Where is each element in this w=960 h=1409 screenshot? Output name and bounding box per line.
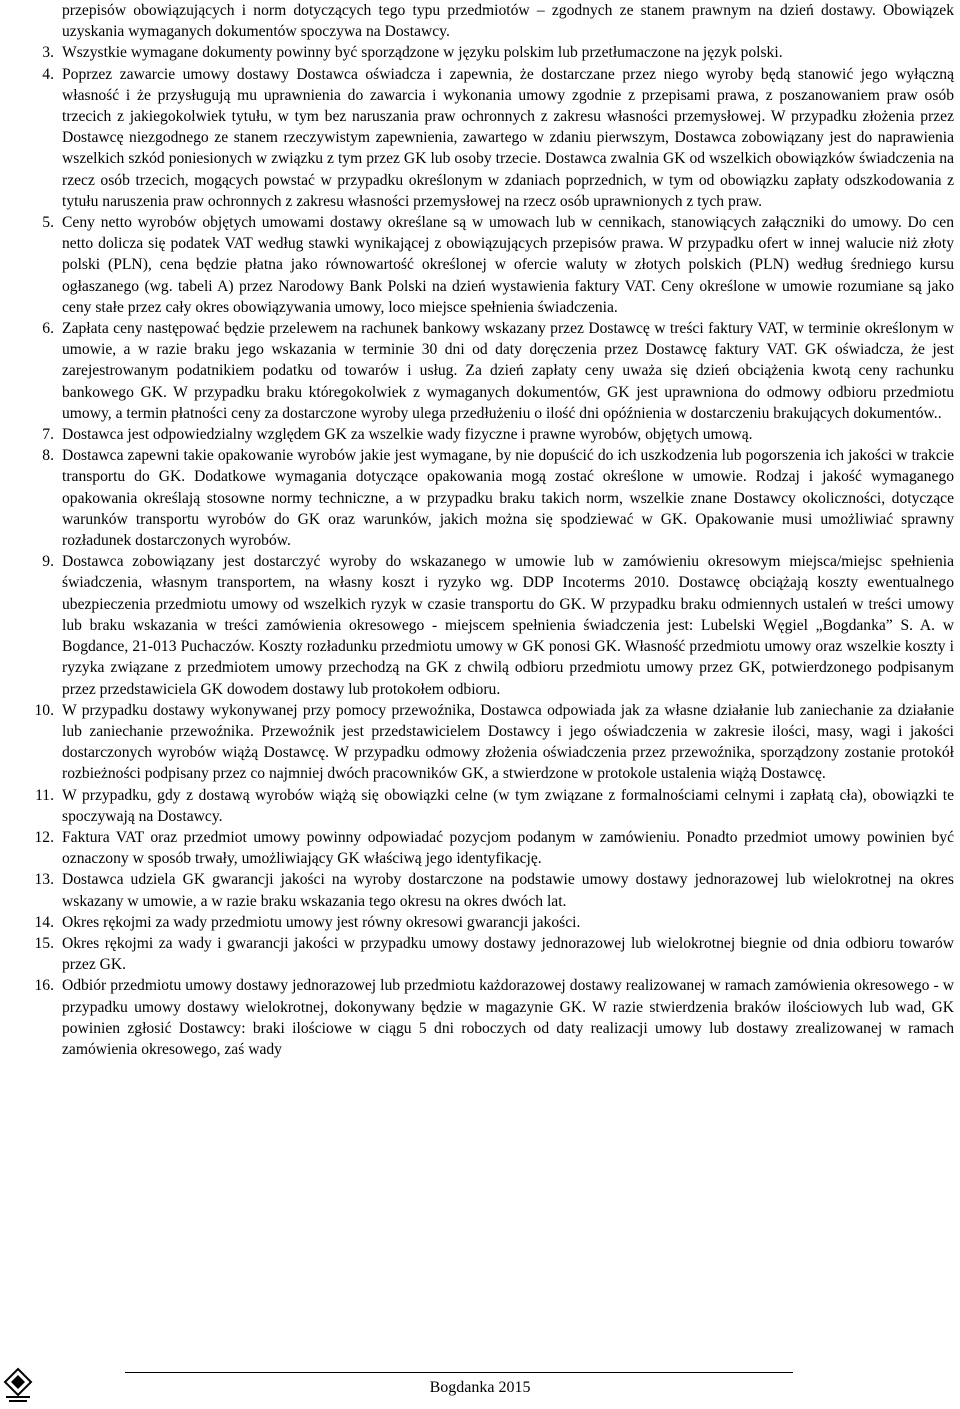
item-text: Wszystkie wymagane dokumenty powinny być sporządzone w języku polskim lub przetłumaczone na język polski. bbox=[62, 44, 783, 62]
item-text: Ceny netto wyrobów objętych umowami dostawy określane są w umowach lub w cennikach, stanowiących załączniki do umowy. Do cen netto dolicza się podatek VAT według stawki wynikającej z obowiązujących przepisów prawa. W przypadku ofert w innej walucie niż złoty polski (PLN), cena będzie płatna jako równowartość określonej w ofercie waluty w złotych polskich (PLN) według średniego kursu ogłaszanego (wg. tabeli A) przez Narodowy Bank Polski na dzień wystawienia faktury VAT. Ceny określone w umowie rozumiane są jako ceny stałe przez cały okres obowiązywania umowy, loco miejsce spełnienia świadczenia. bbox=[62, 214, 954, 316]
list-item-14 bbox=[26, 912, 954, 933]
item-text: Faktura VAT oraz przedmiot umowy powinny odpowiadać pozycjom podanym w zamówieniu. Ponadto przedmiot umowy powinien być oznaczony w sposób trwały, umożliwiający GK właściwą jego identyfikację. bbox=[62, 828, 954, 868]
paragraph-text: przepisów obowiązujących i norm dotyczących tego typu przedmiotów – zgodnych ze stanem prawnym na dzień dostawy. Obowiązek uzyskania wymaganych dokumentów spoczywa na Dostawcy. bbox=[62, 2, 954, 41]
item-number: 11. bbox=[35, 786, 54, 804]
footer-text: Bogdanka 2015 bbox=[429, 1379, 531, 1396]
item-number: 15. bbox=[34, 934, 54, 952]
item-number: 5. bbox=[42, 214, 54, 232]
document-body bbox=[26, 0, 954, 1060]
list-item-12 bbox=[26, 827, 954, 869]
footer-divider bbox=[125, 1372, 793, 1373]
item-text: Poprzez zawarcie umowy dostawy Dostawca oświadcza i zapewnia, że dostarczane przez niego wyroby będą stanowić jego wyłączną własność i że przysługują mu uprawnienia do zawarcia i wykonania umowy zgodnie z przepisami prawa, z poszanowaniem praw osób trzecich z jakiegokolwiek tytułu, w tym bez naruszania praw ochronnych z zakresu własności przemysłowej. W przypadku złożenia przez Dostawcę niezgodnego ze stanem rzeczywistym zapewnienia, zawartego w zdaniu pierwszym, Dostawca zobowiązany jest do naprawienia wszelkich szkód poniesionych w związku z tym przez GK lub osoby trzecie. Dostawca zwalnia GK od wszelkich obowiązków świadczenia na rzecz osób trzecich, mogących powstać w przypadku określonym w zdaniach poprzednich, w tym od obowiązku zapłaty odszkodowania z tytułu naruszenia praw ochronnych z zakresu własności przemysłowej na rzecz osób uprawnionych z tych praw. bbox=[62, 65, 954, 210]
page-footer bbox=[0, 1362, 960, 1409]
list-item-8 bbox=[26, 445, 954, 551]
item-number: 4. bbox=[42, 65, 54, 83]
list-item-7 bbox=[26, 424, 954, 445]
item-number: 13. bbox=[34, 871, 54, 889]
list-item-4 bbox=[26, 64, 954, 212]
item-text: Dostawca jest odpowiedzialny względem GK za wszelkie wady fizyczne i prawne wyrobów, objętych umową. bbox=[62, 426, 753, 444]
item-number: 7. bbox=[42, 426, 54, 444]
item-number: 3. bbox=[42, 44, 54, 62]
item-number: 10. bbox=[34, 701, 54, 719]
item-number: 16. bbox=[34, 977, 54, 995]
item-number: 8. bbox=[42, 447, 54, 465]
item-text: W przypadku, gdy z dostawą wyrobów wiążą się obowiązki celne (w tym związane z formalnościami celnymi i zapłatą cła), obowiązki te spoczywają na Dostawcy. bbox=[62, 786, 954, 825]
item-text: Dostawca udziela GK gwarancji jakości na wyroby dostarczone na podstawie umowy dostawy jednorazowej lub wielokrotnej na okres wskazany w umowie, a w razie braku wskazania tego okresu na okres dwóch lat. bbox=[62, 871, 954, 910]
list-item-6 bbox=[26, 318, 954, 424]
item-number: 9. bbox=[42, 553, 54, 571]
list-item-11 bbox=[26, 785, 954, 827]
item-text: Okres rękojmi za wady przedmiotu umowy jest równy okresowi gwarancji jakości. bbox=[62, 913, 581, 931]
item-text: Okres rękojmi za wady i gwarancji jakości w przypadku umowy dostawy jednorazowej lub wielokrotnej biegnie od dnia odbioru towarów przez GK. bbox=[62, 934, 954, 974]
item-text: W przypadku dostawy wykonywanej przy pomocy przewoźnika, Dostawca odpowiada jak za własne działanie lub zaniechanie za działanie lub zaniechanie przewoźnika. Przewoźnik jest przedstawicielem Dostawcy i jego oświadczenia w zakresie ilości, masy, wagi i jakości dostarczonych wyrobów wiążą Dostawcę. W przypadku odmowy złożenia oświadczenia przez przewoźnika, sporządzony zostanie protokół rozbieżności podpisany przez co najmniej dwóch pracowników GK, a stwierdzone w protokole ustalenia wiążą Dostawcę. bbox=[62, 701, 954, 783]
list-item-3 bbox=[26, 42, 954, 63]
list-item-9 bbox=[26, 551, 954, 699]
list-item-10 bbox=[26, 700, 954, 785]
item-number: 12. bbox=[34, 828, 54, 846]
list-item-5 bbox=[26, 212, 954, 318]
item-text: Zapłata ceny następować będzie przelewem na rachunek bankowy wskazany przez Dostawcę w treści faktury VAT, w terminie określonym w umowie, a w razie braku jego wskazania w terminie 30 dni od daty doręczenia przez Dostawcę faktury VAT. GK oświadcza, że jest zarejestrowanym podatnikiem podatku od towarów i usług. Za dzień zapłaty ceny uważa się dzień obciążenia kwotą ceny rachunku bankowego GK. W przypadku braku któregokolwiek z wymaganych dokumentów, GK jest uprawniona do odmowy odbioru przedmiotu umowy, a termin płatności ceny za dostarczone wyroby ulega przedłużeniu o ilość dni opóźnienia w dostarczeniu brakujących dokumentów.. bbox=[62, 320, 954, 422]
list-item-13 bbox=[26, 869, 954, 911]
item-number: 6. bbox=[42, 320, 54, 338]
item-text: Dostawca zobowiązany jest dostarczyć wyroby do wskazanego w umowie lub w zamówieniu okresowym miejsca/miejsc spełnienia świadczenia, własnym transportem, na własny koszt i ryzyko wg. DDP Incoterms 2010. Dostawcę obciążają koszty ewentualnego ubezpieczenia przedmiotu umowy od wszelkich ryzyk w czasie transportu do GK. W przypadku braku odmiennych ustaleń w treści umowy lub braku wskazania w treści zamówienia okresowego - miejscem spełnienia świadczenia jest: Lubelski Węgiel „Bogdanka” S. A. w Bogdance, 21-013 Puchaczów. Koszty rozładunku przedmiotu umowy w GK ponosi GK. Własność przedmiotu umowy oraz wszelkie koszty i ryzyka związane z przedmiotem umowy przechodzą na GK z chwilą odbioru przedmiotu umowy przez GK, potwierdzonego podpisanym przez przedstawiciela GK dowodem dostawy lub protokołem odbioru. bbox=[62, 553, 954, 698]
list-item-15 bbox=[26, 933, 954, 975]
item-number: 14. bbox=[34, 913, 54, 931]
continued-paragraph bbox=[26, 0, 954, 42]
list-item-16 bbox=[26, 975, 954, 1060]
item-text: Odbiór przedmiotu umowy dostawy jednorazowej lub przedmiotu każdorazowej dostawy realizowanej w ramach zamówienia okresowego - w przypadku umowy dostawy wielokrotnej, dokonywany będzie w magazynie GK. W razie stwierdzenia braków ilościowych lub wad, GK powinien zgłosić Dostawcy: braki ilościowe w ciągu 5 dni roboczych od daty realizacji umowy lub dostawy zrealizowanej w ramach zamówienia okresowego, zaś wady bbox=[62, 977, 954, 1058]
item-text: Dostawca zapewni takie opakowanie wyrobów jakie jest wymagane, by nie dopuścić do ich uszkodzenia lub pogorszenia ich jakości w trakcie transportu do GK. Dodatkowe wymagania dotyczące opakowania mogą zostać określone w umowie. Rodzaj i jakość wymaganego opakowania określają stosowne normy techniczne, a w przypadku braku takich norm, wszelkie znane Dostawcy okoliczności, dotyczące warunków transportu wyrobów do GK oraz warunków, jakich można się spodziewać w GK. Opakowanie musi umożliwiać sprawny rozładunek dostarczonych wyrobów. bbox=[62, 447, 954, 550]
